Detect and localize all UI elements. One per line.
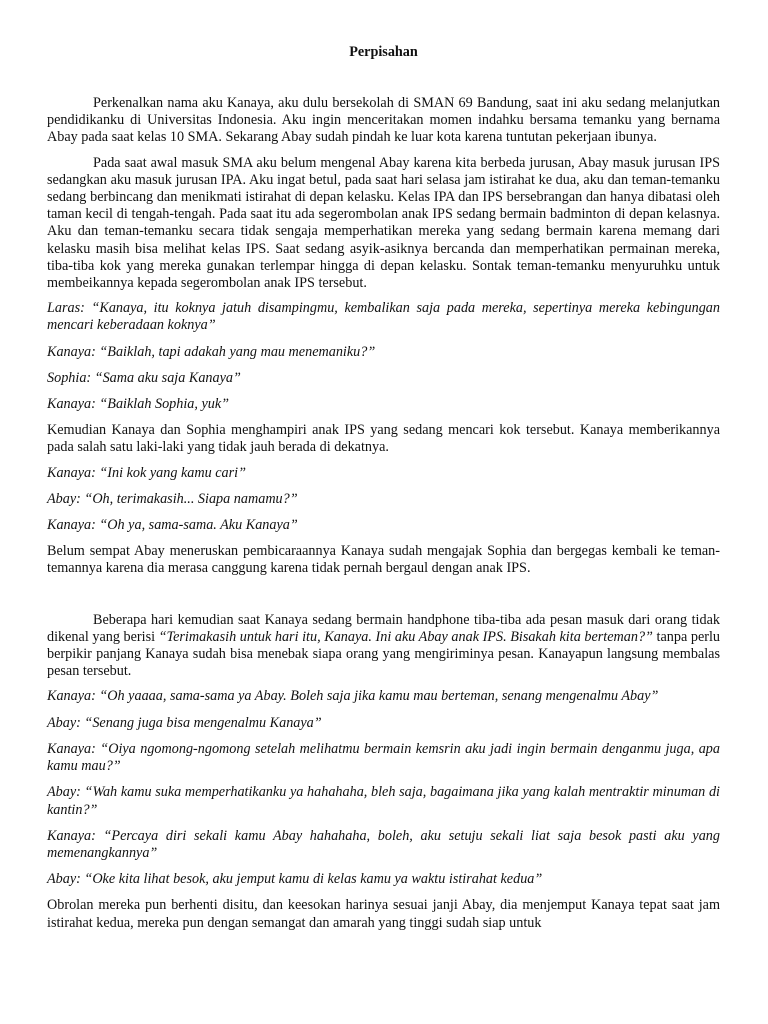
message-quote: “Terimakasih untuk hari itu, Kanaya. Ini aku Abay anak IPS. Bisakah kita berteman?”	[158, 628, 653, 645]
narration-paragraph: Kemudian Kanaya dan Sophia menghampiri anak IPS yang sedang mencari kok tersebut. Kanaya memberikannya pada salah satu laki-laki yang tidak jauh berada di dekatnya.	[47, 422, 720, 456]
dialogue-line: Abay: “Oke kita lihat besok, aku jemput kamu di kelas kamu ya waktu istirahat kedua”	[47, 871, 543, 888]
dialogue-line: Kanaya: “Ini kok yang kamu cari”	[47, 464, 246, 481]
dialogue-line: Kanaya: “Baiklah Sophia, yuk”	[47, 396, 230, 413]
section-gap	[47, 586, 720, 612]
narration-paragraph: Belum sempat Abay meneruskan pembicaraannya Kanaya sudah mengajak Sophia dan bergegas kembali ke teman-temannya karena dia merasa canggung karena tidak pernah bergaul dengan anak IPS.	[47, 543, 720, 577]
paragraph-story: Pada saat awal masuk SMA aku belum mengenal Abay karena kita berbeda jurusan, Abay masuk jurusan IPS sedangkan aku masuk jurusan IPA. Aku ingat betul, pada saat hari selasa jam istirahat ke dua, aku dan teman-temanku sedang berbincang dan menikmati istirahat di depan kelasku. Kelas IPA dan IPS bersebrangan dan hanya dibatasi oleh taman kecil di tengah-tengah. Pada saat itu ada segerombolan anak IPS sedang bermain badminton di depan kelasnya. Aku dan teman-temanku secara tidak sengaja memperhatikan mereka yang sedang bermain karena memang dari kelasku masih bisa melihat kelas IPS. Saat sedang asyik-asiknya bercanda dan memperhatikan permainan mereka, tiba-tiba kok yang mereka gunakan terlempar hingga di depan kelasku. Sontak teman-temanku menyuruhku untuk membeikannya kepada segerombolan anak IPS tersebut.	[47, 154, 720, 292]
dialogue-line: Kanaya: “Baiklah, tapi adakah yang mau menemaniku?”	[47, 343, 376, 360]
dialogue-line: Abay: “Senang juga bisa mengenalmu Kanaya”	[47, 714, 322, 731]
paragraph-message	[47, 612, 720, 681]
document-title: Perpisahan	[349, 44, 418, 60]
narration-paragraph: Obrolan mereka pun berhenti disitu, dan keesokan harinya sesuai janji Abay, dia menjemput Kanaya tepat saat jam istirahat kedua, mereka pun dengan semangat dan amarah yang tinggi sudah siap untuk	[47, 897, 720, 931]
dialogue-line: Kanaya: “Percaya diri sekali kamu Abay hahahaha, boleh, aku setuju sekali liat saja besok pasti aku yang memenangkannya”	[47, 827, 720, 861]
dialogue-line: Abay: “Oh, terimakasih... Siapa namamu?”	[47, 490, 298, 507]
dialogue-line: Abay: “Wah kamu suka memperhatikanku ya hahahaha, bleh saja, bagaimana jika yang kalah mentraktir minuman di kantin?”	[47, 784, 720, 818]
dialogue-line: Kanaya: “Oh ya, sama-sama. Aku Kanaya”	[47, 517, 298, 534]
paragraph-intro: Perkenalkan nama aku Kanaya, aku dulu bersekolah di SMAN 69 Bandung, saat ini aku sedang melanjutkan pendidikanku di Universitas Indonesia. Aku ingin menceritakan momen indahku bersama temanku yang bernama Abay pada saat kelas 10 SMA. Sekarang Abay sudah pindah ke luar kota karena tuntutan pekerjaan ibunya.	[47, 95, 720, 146]
dialogue-line: Laras: “Kanaya, itu koknya jatuh disampingmu, kembalikan saja pada mereka, sepertinya mereka kebingungan mencari keberadaan koknya”	[47, 300, 720, 334]
paragraph-message-before: Beberapa hari kemudian saat Kanaya sedang bermain handphone tiba-tiba ada pesan masuk dari orang tidak dikenal yang berisi	[47, 611, 720, 645]
paragraph-message-after: tanpa perlu berpikir panjang Kanaya sudah bisa menebak siapa orang yang mengiriminya pesan. Kanayapun langsung membalas pesan tersebut.	[47, 628, 721, 680]
dialogue-line: Kanaya: “Oh yaaaa, sama-sama ya Abay. Boleh saja jika kamu mau berteman, senang mengenalmu Abay”	[47, 688, 659, 705]
document-page	[47, 44, 720, 940]
dialogue-line: Sophia: “Sama aku saja Kanaya”	[47, 369, 241, 386]
dialogue-line: Kanaya: “Oiya ngomong-ngomong setelah melihatmu bermain kemsrin aku jadi ingin bermain denganmu juga, apa kamu mau?”	[47, 740, 720, 775]
